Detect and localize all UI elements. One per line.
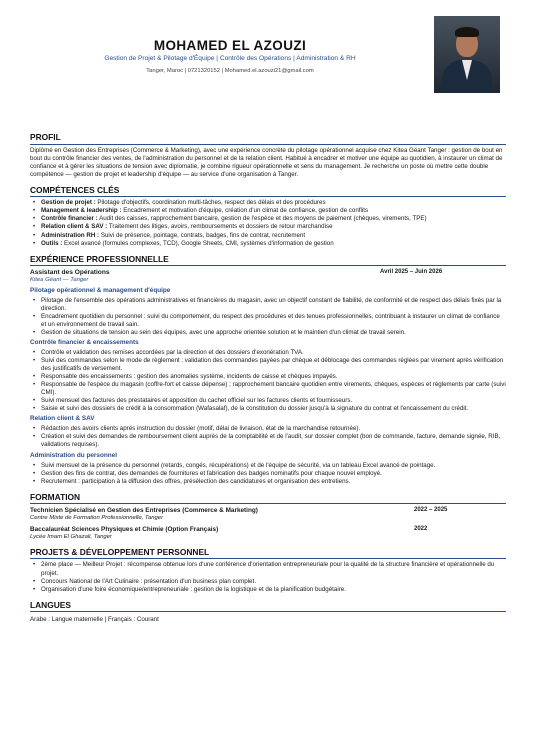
experience-group-list <box>30 297 506 337</box>
experience-item: • Suivi mensuel de la présence du personnel (retards, congés, récupérations) et de l'équipe de sécurité, via un tableau Excel avancé de pointage. <box>32 462 506 470</box>
competence-item <box>32 223 506 231</box>
experience-item: • Pilotage de l'ensemble des opérations administratives et financières du magasin, avec un objectif constant de fiabilité, de conformité et de respect des délais fixés par la direction. <box>32 297 506 313</box>
experience-item: • Suivi des commandes selon le mode de règlement : validation des commandes payées par chèque et déblocage des commandes réglées par virement après vérification des justificatifs de versement. <box>32 357 506 373</box>
competence-text: Excel avancé (formules complexes, TCD), Google Sheets, CMI, systèmes d'information de gestion <box>62 239 334 247</box>
experience-item: • Gestion des fins de contrat, des demandes de fournitures et fabrication des badges nominatifs pour chaque nouvel employé. <box>32 470 506 478</box>
competences-list <box>30 199 506 247</box>
competence-item <box>32 232 506 240</box>
competence-label: Management & leadership : <box>41 207 122 215</box>
langues-text: Arabe : Langue maternelle | Français : Courant <box>30 616 159 624</box>
experience-item: • Responsable de l'espèce du magasin (coffre-fort et caisse dépense) ; rapprochement bancaire quotidien entre virements, chèques, espèces et règlements par carte (suivi CMI). <box>32 381 506 397</box>
experience-group-heading: Administration du personnel <box>30 451 117 459</box>
experience-item: • Rédaction des avoirs clients après instruction du dossier (motif, délai de livraison, état de la marchandise retournée). <box>32 425 506 433</box>
education-header <box>30 507 506 515</box>
competence-item <box>32 199 506 207</box>
competence-label: Outils : <box>41 239 63 247</box>
section-title-competences: COMPÉTENCES CLÉS <box>30 185 506 198</box>
candidate-subtitle: Gestion de Projet & Pilotage d'Équipe | Contrôle des Opérations | Administration & RH <box>104 55 356 62</box>
experience-item: • Recrutement : participation à la diffusion des offres, présélection des candidatures et organisation des entretiens. <box>32 478 506 486</box>
contact-line: Tanger, Maroc | 0721320152 | Mohamed.el.azouzi21@gmail.com <box>146 68 314 74</box>
competence-text: Encadrement et motivation d'équipe, création d'un climat de confiance, gestion de conflits <box>121 207 369 215</box>
education-school: Lycée Imam El Ghazali, Tanger <box>30 533 112 540</box>
experience-item: • Gestion de situations de tension au sein des équipes, avec une approche orientée solution et le maintien d'un climat de travail serein. <box>32 329 506 337</box>
projet-item: • Concours National de l'Art Culinaire : présentation d'un business plan complet. <box>32 578 506 586</box>
competence-label: Gestion de projet : <box>41 199 96 207</box>
projets-list <box>30 561 506 593</box>
experience-group-heading: Pilotage opérationnel & management d'équipe <box>30 286 171 294</box>
experience-item: • Création et suivi des demandes de remboursement client auprès de la comptabilité et de l'audit, sur dossier complet (bon de commande, facture, demande signée, RIB, validations requises). <box>32 433 506 449</box>
experience-group-heading: Relation client & SAV <box>30 415 95 423</box>
experience-group-list <box>30 349 506 414</box>
profile-photo <box>434 16 500 93</box>
section-title-langues: LANGUES <box>30 600 506 613</box>
education-title: Baccalauréat Sciences Physiques et Chimie (Option Français) <box>30 525 219 533</box>
section-title-profil: PROFIL <box>30 132 506 145</box>
experience-group-list <box>30 462 506 486</box>
education-header <box>30 526 506 534</box>
competence-item <box>32 240 506 248</box>
candidate-name: MOHAMED EL AZOUZI <box>153 38 307 53</box>
education-date: 2022 <box>414 525 428 532</box>
experience-item: • Contrôle et validation des remises accordées par la direction et des dossiers d'exonération TVA. <box>32 349 506 357</box>
section-title-formation: FORMATION <box>30 492 506 505</box>
competence-text: Audit des caisses, rapprochement bancaire, gestion de l'espèce et des moyens de paiement (chèques, virements, TPE) <box>97 215 427 223</box>
section-title-projets: PROJETS & DÉVELOPPEMENT PERSONNEL <box>30 547 506 560</box>
experience-group-list <box>30 425 506 449</box>
experience-item: • Saisie et suivi des dossiers de crédit à la consommation (Wafasalaf), de la constitution du dossier jusqu'à la signature du contrat et l'encaissement du crédit. <box>32 405 506 413</box>
education-date: 2022 – 2025 <box>414 507 448 514</box>
experience-item: • Suivi mensuel des factures des prestataires et apposition du cachet officiel sur les factures clients et fournisseurs. <box>32 397 506 405</box>
job-date: Avril 2025 – Juin 2026 <box>380 269 443 276</box>
education-title: Technicien Spécialisé en Gestion des Entreprises (Commerce & Marketing) <box>30 507 258 515</box>
section-title-experience: EXPÉRIENCE PROFESSIONNELLE <box>30 254 506 267</box>
projet-item: • 2ème place — Meilleur Projet : récompense obtenue lors d'une conférence d'orientation entrepreneuriale pour la qualité de la structure financière et opérationnelle du projet. <box>32 561 506 577</box>
experience-group-heading: Contrôle financier & encaissements <box>30 338 139 346</box>
job-header <box>30 269 506 277</box>
education-school: Centre Mixte de Formation Professionnelle, Tanger <box>30 515 164 522</box>
competence-item <box>32 215 506 223</box>
competence-label: Relation client & SAV : <box>41 223 108 231</box>
resume-header <box>30 0 506 100</box>
competence-label: Contrôle financier : <box>41 215 98 223</box>
profil-text: Diplômé en Gestion des Entreprises (Commerce & Marketing), avec une expérience concrète du pilotage opérationnel acquise chez Kitea Géant Tanger : gestion de bout en bout du contrôle financier des ventes, de l'administration du personnel et de la relation client. Habitué à encadrer et motiver une équipe au quotidien, à instaurer un climat de confiance et à gérer les situations de tension avec diplomatie, je combine rigueur opérationnelle et sens du management. Je recherche un poste où mettre cette double compétence — gestion de projet et leadership d'équipe — au service d'une organisation à Tanger. <box>30 146 503 178</box>
job-company: Kitea Géant — Tanger <box>30 277 89 284</box>
job-title: Assistant des Opérations <box>30 269 110 277</box>
competence-text: Traitement des litiges, avoirs, remboursements et dossiers de retour marchandise <box>107 223 333 231</box>
competence-text: Suivi de présence, pointage, contrats, badges, fins de contrat, recrutement <box>99 231 306 239</box>
competence-label: Administration RH : <box>41 231 100 239</box>
competence-item <box>32 207 506 215</box>
experience-item: • Encadrement quotidien du personnel : suivi du comportement, du respect des procédures et des tenues professionnelles, contribuant à instaurer un climat de confiance et un environnement de travail sain. <box>32 313 506 329</box>
projet-item: • Organisation d'une foire économique/entrepreneuriale : gestion de la logistique et de la planification budgétaire. <box>32 586 506 594</box>
competence-text: Pilotage d'objectifs, coordination multi-tâches, respect des délais et des procédures <box>95 199 326 207</box>
experience-item: • Responsable des encaissements : gestion des anomalies système, incidents de caisse et chèques impayés. <box>32 373 506 381</box>
